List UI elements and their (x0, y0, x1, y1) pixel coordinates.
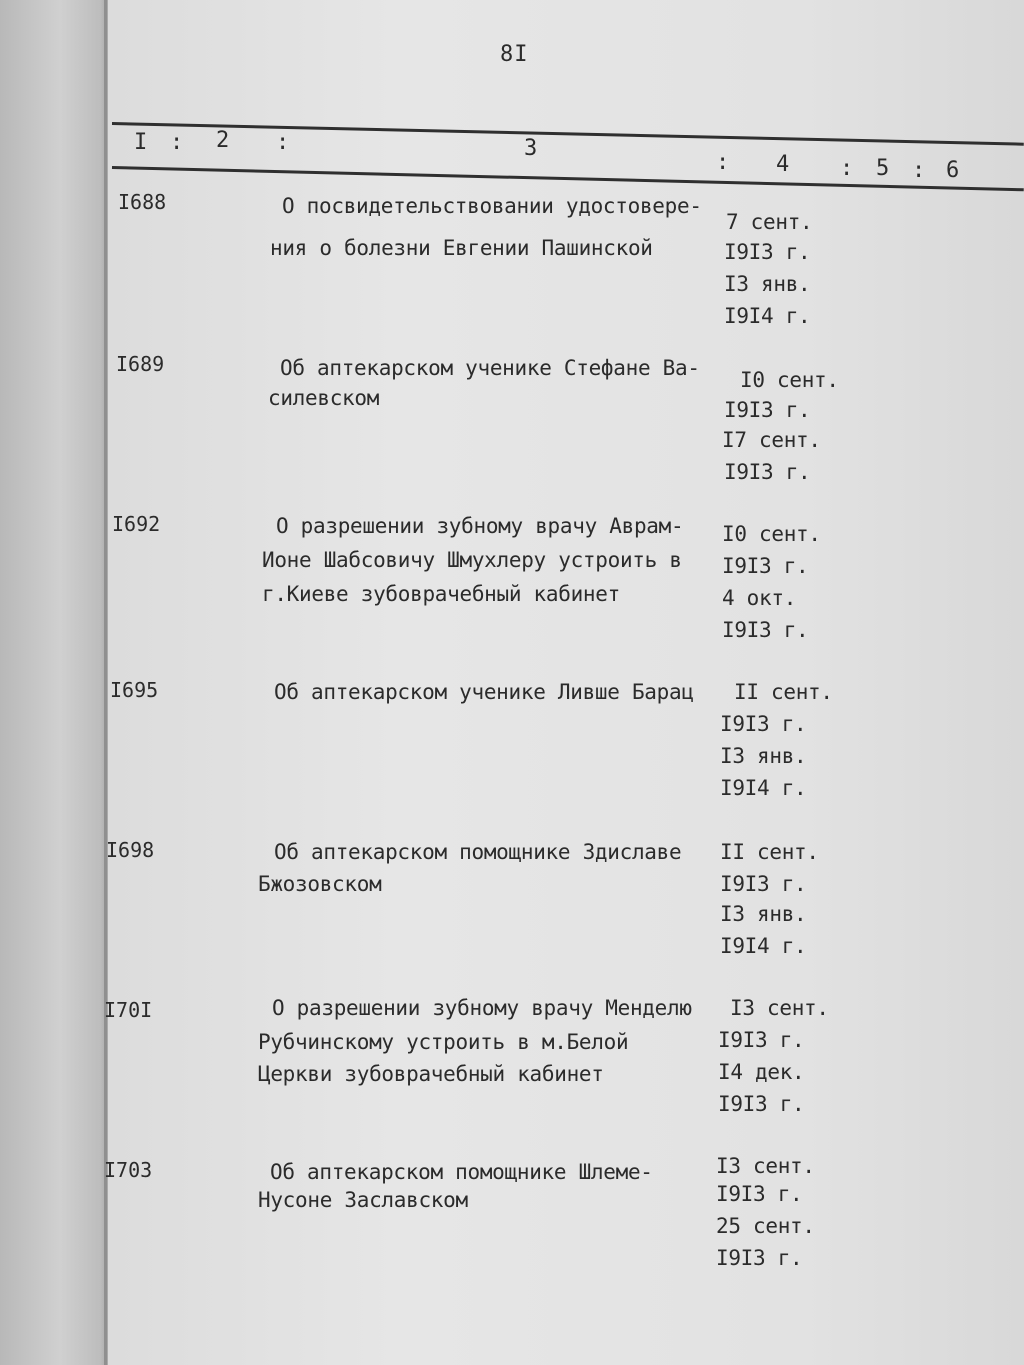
entry-title-line: Бжозовском (258, 872, 382, 896)
entry-date-line: I9I3 г. (724, 460, 811, 484)
entry-date-line: I3 янв. (724, 272, 811, 296)
column-2-label: 2 (216, 128, 230, 153)
entry-title-line: Нусоне Заславском (258, 1188, 468, 1212)
column-6-label: 6 (946, 158, 960, 183)
header-rule-top (112, 122, 1024, 146)
entry-title-line: О разрешении зубному врачу Менделю (272, 996, 692, 1020)
entry-date-line: I9I3 г. (722, 554, 809, 578)
entry-date-line: 7 сент. (726, 210, 813, 234)
entry-number: I703 (104, 1158, 153, 1182)
column-separator: : (276, 130, 290, 155)
entry-date-line: I9I3 г. (720, 872, 807, 896)
entry-date-line: I9I4 г. (720, 934, 807, 958)
entry-date-line: I9I3 г. (724, 398, 811, 422)
entry-number: I689 (116, 352, 165, 376)
entry-date-line: I9I3 г. (718, 1028, 805, 1052)
entry-date-line: II сент. (734, 680, 833, 704)
entry-title-line: г.Киеве зубоврачебный кабинет (262, 582, 620, 606)
entry-date-line: I0 сент. (740, 368, 839, 392)
entry-title-line: О посвидетельствовании удостовере- (282, 194, 702, 218)
entry-date-line: I9I3 г. (716, 1246, 803, 1270)
column-separator: : (840, 156, 854, 181)
entry-date-line: I3 сент. (716, 1154, 815, 1178)
entry-title-line: Об аптекарском помощнике Здиславе (274, 840, 682, 864)
entry-title-line: Ионе Шабсовичу Шмухлеру устроить в (262, 548, 682, 572)
book-binding (0, 0, 108, 1365)
entry-date-line: I9I4 г. (724, 304, 811, 328)
entry-number: I692 (112, 512, 161, 536)
entry-number: I695 (110, 678, 159, 702)
entry-date-line: I7 сент. (722, 428, 821, 452)
entry-date-line: I9I3 г. (718, 1092, 805, 1116)
entry-date-line: I9I3 г. (716, 1182, 803, 1206)
entry-number: I698 (106, 838, 155, 862)
entry-date-line: I9I3 г. (724, 240, 811, 264)
column-4-label: 4 (776, 152, 790, 177)
entry-number: I688 (118, 190, 167, 214)
entry-title-line: силевском (268, 386, 380, 410)
entry-title-line: Рубчинскому устроить в м.Белой (258, 1030, 629, 1054)
entry-number: I70I (104, 998, 153, 1022)
page-number: 8I (500, 42, 529, 67)
entry-date-line: 25 сент. (716, 1214, 815, 1238)
entry-date-line: I9I3 г. (720, 712, 807, 736)
column-separator: : (912, 158, 926, 183)
column-5-label: 5 (876, 156, 890, 181)
column-3-label: 3 (524, 136, 538, 161)
entry-date-line: I9I3 г. (722, 618, 809, 642)
entry-date-line: II сент. (720, 840, 819, 864)
entry-title-line: Об аптекарском помощнике Шлеме- (270, 1160, 653, 1184)
entry-title-line: ния о болезни Евгении Пашинской (270, 236, 653, 260)
entry-date-line: I9I4 г. (720, 776, 807, 800)
entry-date-line: I3 сент. (730, 996, 829, 1020)
entry-date-line: I3 янв. (720, 744, 807, 768)
entry-title-line: Об аптекарском ученике Ливше Барац (274, 680, 694, 704)
entry-date-line: I0 сент. (722, 522, 821, 546)
entry-title-line: О разрешении зубному врачу Аврам- (276, 514, 684, 538)
column-1-label: I (134, 130, 148, 155)
column-separator: : (716, 150, 730, 175)
entry-date-line: I4 дек. (718, 1060, 805, 1084)
entry-date-line: 4 окт. (722, 586, 797, 610)
entry-date-line: I3 янв. (720, 902, 807, 926)
column-separator: : (170, 130, 184, 155)
entry-title-line: Об аптекарском ученике Стефане Ва- (280, 356, 700, 380)
entry-title-line: Церкви зубоврачебный кабинет (258, 1062, 604, 1086)
